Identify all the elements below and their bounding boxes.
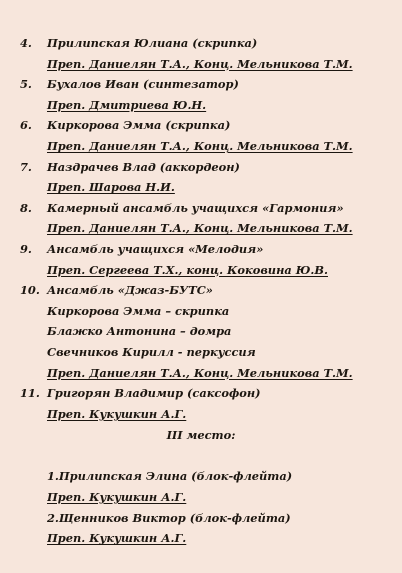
list-item (20, 383, 392, 424)
ensemble-member: Свечников Кирилл - перкуссия (47, 344, 256, 359)
participant-name: Камерный ансамбль учащихся «Гармония» (47, 200, 344, 215)
participant-name: Прилипская Юлиана (скрипка) (47, 36, 258, 50)
participant-list (20, 33, 392, 424)
item-number: 9. (20, 241, 32, 256)
participant-name: 2.Щенников Виктор (блок-флейта) (47, 510, 291, 525)
item-number: 4. (20, 36, 32, 50)
participant-name: Киркорова Эмма (скрипка) (47, 118, 231, 133)
list-item (47, 508, 387, 550)
list-item (20, 157, 392, 198)
list-item (47, 466, 387, 508)
ensemble-member: Киркорова Эмма – скрипка (47, 303, 230, 318)
item-number: 8. (20, 200, 32, 215)
teacher-line: Преп. Дмитриева Ю.Н. (47, 97, 207, 112)
list-item (20, 33, 392, 74)
list-item (20, 280, 392, 383)
list-item (20, 74, 392, 115)
item-number: 10. (20, 283, 40, 298)
place-heading: III место: (166, 428, 236, 442)
teacher-line: Преп. Кукушкин А.Г. (47, 531, 187, 546)
participant-name: Ансамбль «Джаз-БУТС» (47, 283, 213, 298)
teacher-line: Преп. Шарова Н.И. (47, 180, 175, 195)
ensemble-member: Блажко Антонина – домра (47, 324, 232, 339)
teacher-line: Преп. Кукушкин А.Г. (47, 489, 187, 504)
teacher-line: Преп. Даниелян Т.А., Конц. Мельникова Т.М. (47, 56, 353, 71)
teacher-line: Преп. Кукушкин А.Г. (47, 406, 187, 421)
item-number: 11. (20, 386, 40, 401)
list-item (20, 239, 392, 280)
teacher-line: Преп. Даниелян Т.А., Конц. Мельникова Т.М. (47, 221, 353, 236)
list-item (20, 198, 392, 239)
participant-name: Наздрачев Влад (аккордеон) (47, 159, 240, 174)
list-item (20, 115, 392, 156)
participant-name: Ансамбль учащихся «Мелодия» (47, 241, 264, 256)
teacher-line: Преп. Даниелян Т.А., Конц. Мельникова Т.М. (47, 365, 353, 380)
participant-name: Бухалов Иван (синтезатор) (47, 77, 239, 92)
teacher-line: Преп. Сергеева Т.Х., конц. Коковина Ю.В. (47, 262, 328, 277)
third-place-list (47, 466, 387, 549)
participant-name: Григорян Владимир (саксофон) (47, 386, 261, 401)
participant-name: 1.Прилипская Элина (блок-флейта) (47, 469, 293, 483)
teacher-line: Преп. Даниелян Т.А., Конц. Мельникова Т.М. (47, 138, 353, 153)
item-number: 6. (20, 118, 32, 133)
item-number: 7. (20, 159, 32, 174)
item-number: 5. (20, 77, 32, 92)
